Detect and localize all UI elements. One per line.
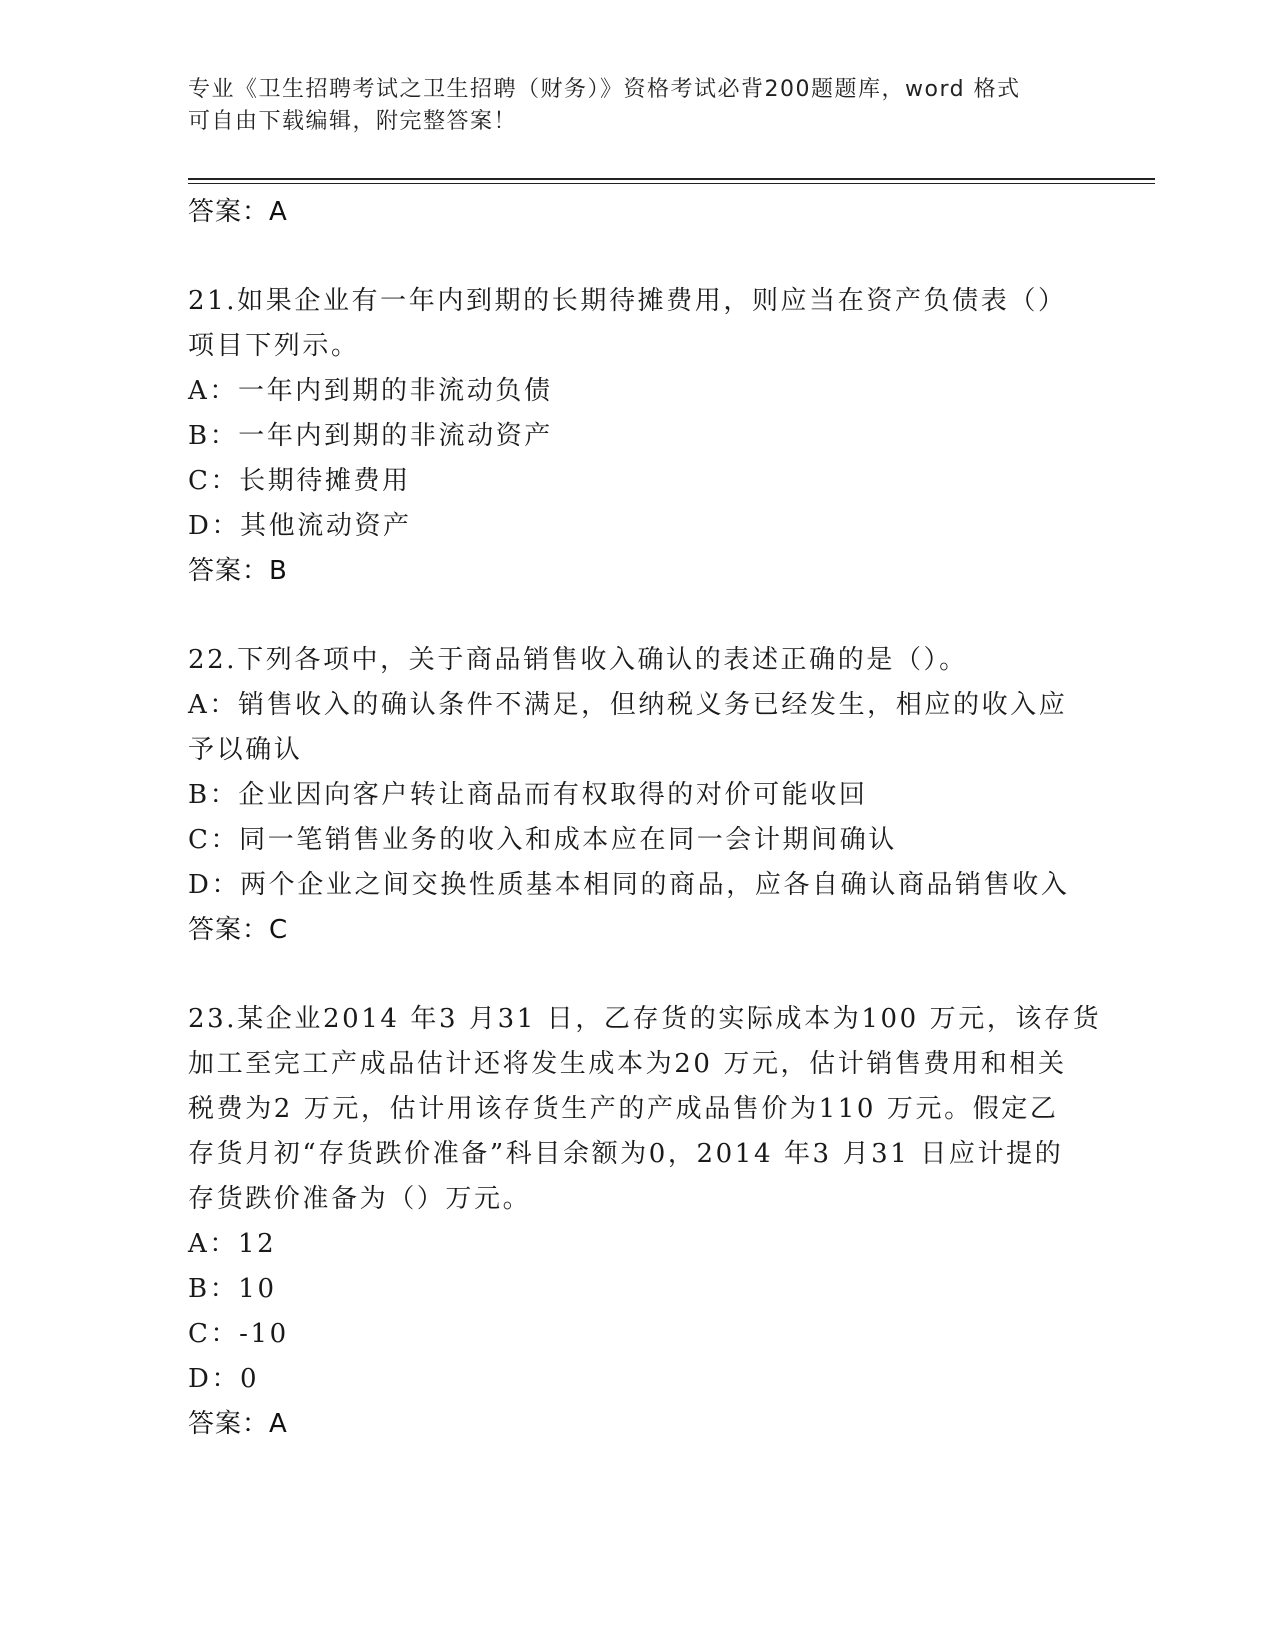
- header-rule-thick: [188, 178, 1155, 180]
- header-rule-thin: [188, 183, 1155, 184]
- option-a: A：销售收入的确认条件不满足，但纳税义务已经发生，相应的收入应: [188, 690, 1068, 720]
- option-d: D：两个企业之间交换性质基本相同的商品，应各自确认商品销售收入: [188, 870, 1070, 900]
- option-a-continued: 予以确认: [188, 735, 303, 765]
- question-content: [188, 190, 1102, 1447]
- answer-line: 答案：A: [188, 197, 288, 227]
- question-stem-line: 项目下列示。: [188, 331, 360, 361]
- option-b: B：企业因向客户转让商品而有权取得的对价可能收回: [188, 780, 868, 810]
- question-stem-line: 税费为2 万元，估计用该存货生产的产成品售价为110 万元。假定乙: [188, 1094, 1059, 1124]
- question-block-21: [188, 279, 1078, 594]
- option-d: D：0: [188, 1364, 260, 1394]
- option-b: B：10: [188, 1274, 277, 1304]
- page-header: [188, 74, 1068, 138]
- answer-line: 答案：A: [188, 1409, 288, 1439]
- option-a: A：一年内到期的非流动负债: [188, 376, 553, 406]
- answer-line: 答案：B: [188, 556, 288, 586]
- block-gap: [188, 594, 1078, 638]
- block-gap: [188, 235, 1078, 279]
- question-stem-line: 存货月初“存货跌价准备”科目余额为0，2014 年3 月31 日应计提的: [188, 1139, 1064, 1169]
- block-gap: [188, 953, 1078, 997]
- option-d: D：其他流动资产: [188, 511, 412, 541]
- option-c: C：-10: [188, 1319, 289, 1349]
- option-c: C：长期待摊费用: [188, 466, 411, 496]
- question-stem-line: 加工至完工产成品估计还将发生成本为20 万元，估计销售费用和相关: [188, 1049, 1067, 1079]
- question-block-23: [188, 997, 1102, 1447]
- question-stem-line: 21.如果企业有一年内到期的长期待摊费用，则应当在资产负债表（）: [188, 286, 1067, 316]
- option-b: B：一年内到期的非流动资产: [188, 421, 553, 451]
- question-block-22: [188, 638, 1078, 953]
- question-stem-line: 存货跌价准备为（）万元。: [188, 1184, 532, 1214]
- question-stem-line: 22.下列各项中，关于商品销售收入确认的表述正确的是（）。: [188, 645, 968, 675]
- option-c: C：同一笔销售业务的收入和成本应在同一会计期间确认: [188, 825, 897, 855]
- option-a: A：12: [188, 1229, 277, 1259]
- header-line-1: 专业《卫生招聘考试之卫生招聘（财务）》资格考试必背200题题库，word 格式: [188, 77, 1021, 102]
- answer-line: 答案：C: [188, 915, 289, 945]
- header-line-2: 可自由下载编辑，附完整答案！: [188, 109, 518, 134]
- question-stem-line: 23.某企业2014 年3 月31 日，乙存货的实际成本为100 万元，该存货: [188, 1004, 1102, 1034]
